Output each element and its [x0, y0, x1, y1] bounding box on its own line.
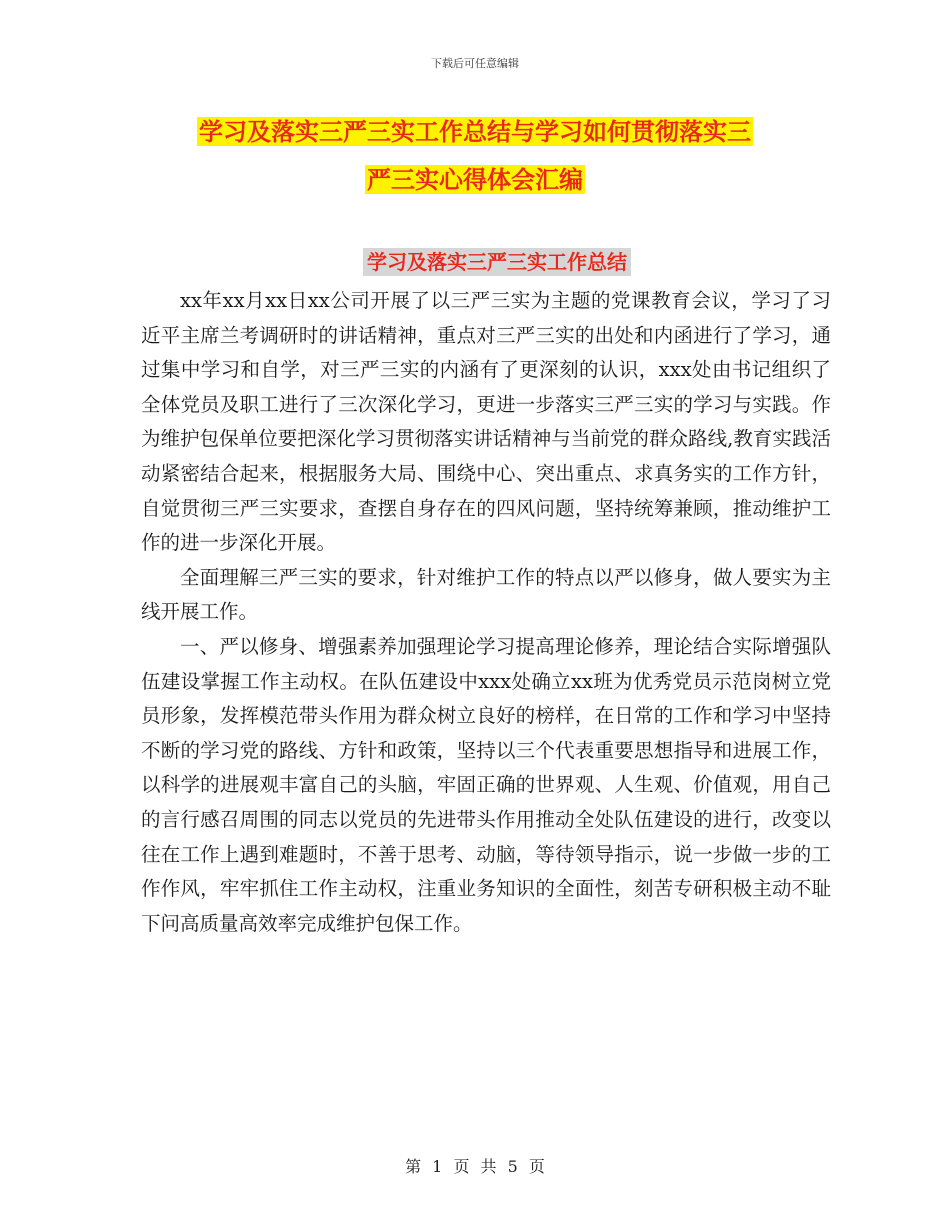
header-note: 下载后可任意编辑: [431, 57, 519, 70]
page-footer: 第 1 页 共 5 页: [405, 1157, 545, 1176]
document-title-line-2: 严三实心得体会汇编: [367, 165, 583, 194]
section-title: [0, 246, 950, 275]
paragraph: 全面理解三严三实的要求，针对维护工作的特点以严以修身，做人要实为主线开展工作。: [141, 565, 831, 624]
document-title: [0, 108, 950, 204]
section-title-text: 学习及落实三严三实工作总结: [363, 248, 631, 276]
paragraph: xx年xx月xx日xx公司开展了以三严三实为主题的党课教育会议，学习了习近平主席兰考调研时的讲话精神，重点对三严三实的出处和内函进行了学习，通过集中学习和自学，对三严三实的内涵有了更深刻的认识，xxx处由书记组织了全体党员及职工进行了三次深化学习，更进一步落实三严三实的学习与实践。作为维护包保单位要把深化学习贯彻落实讲话精神与当前党的群众路线,教育实践活动紧密结合起来，根据服务大局、围绕中心、突出重点、求真务实的工作方针，自觉贯彻三严三实要求，查摆自身存在的四风问题，坚持统筹兼顾，推动维护工作的进一步深化开展。: [141, 289, 831, 555]
paragraph: 一、严以修身、增强素养加强理论学习提高理论修养，理论结合实际增强队伍建设掌握工作主动权。在队伍建设中xxx处确立xx班为优秀党员示范岗树立党员形象，发挥模范带头作用为群众树立良好的榜样，在日常的工作和学习中坚持不断的学习党的路线、方针和政策，坚持以三个代表重要思想指导和进展工作，以科学的进展观丰富自己的头脑，牢固正确的世界观、人生观、价值观，用自己的言行感召周围的同志以党员的先进带头作用推动全处队伍建设的进行，改变以往在工作上遇到难题时，不善于思考、动脑，等待领导指示，说一步做一步的工作作风，牢牢抓住工作主动权，注重业务知识的全面性，刻苦专研积极主动不耻下问高质量高效率完成维护包保工作。: [141, 634, 831, 935]
document-title-line-1: 学习及落实三严三实工作总结与学习如何贯彻落实三: [199, 117, 751, 146]
body-text: [141, 284, 831, 941]
